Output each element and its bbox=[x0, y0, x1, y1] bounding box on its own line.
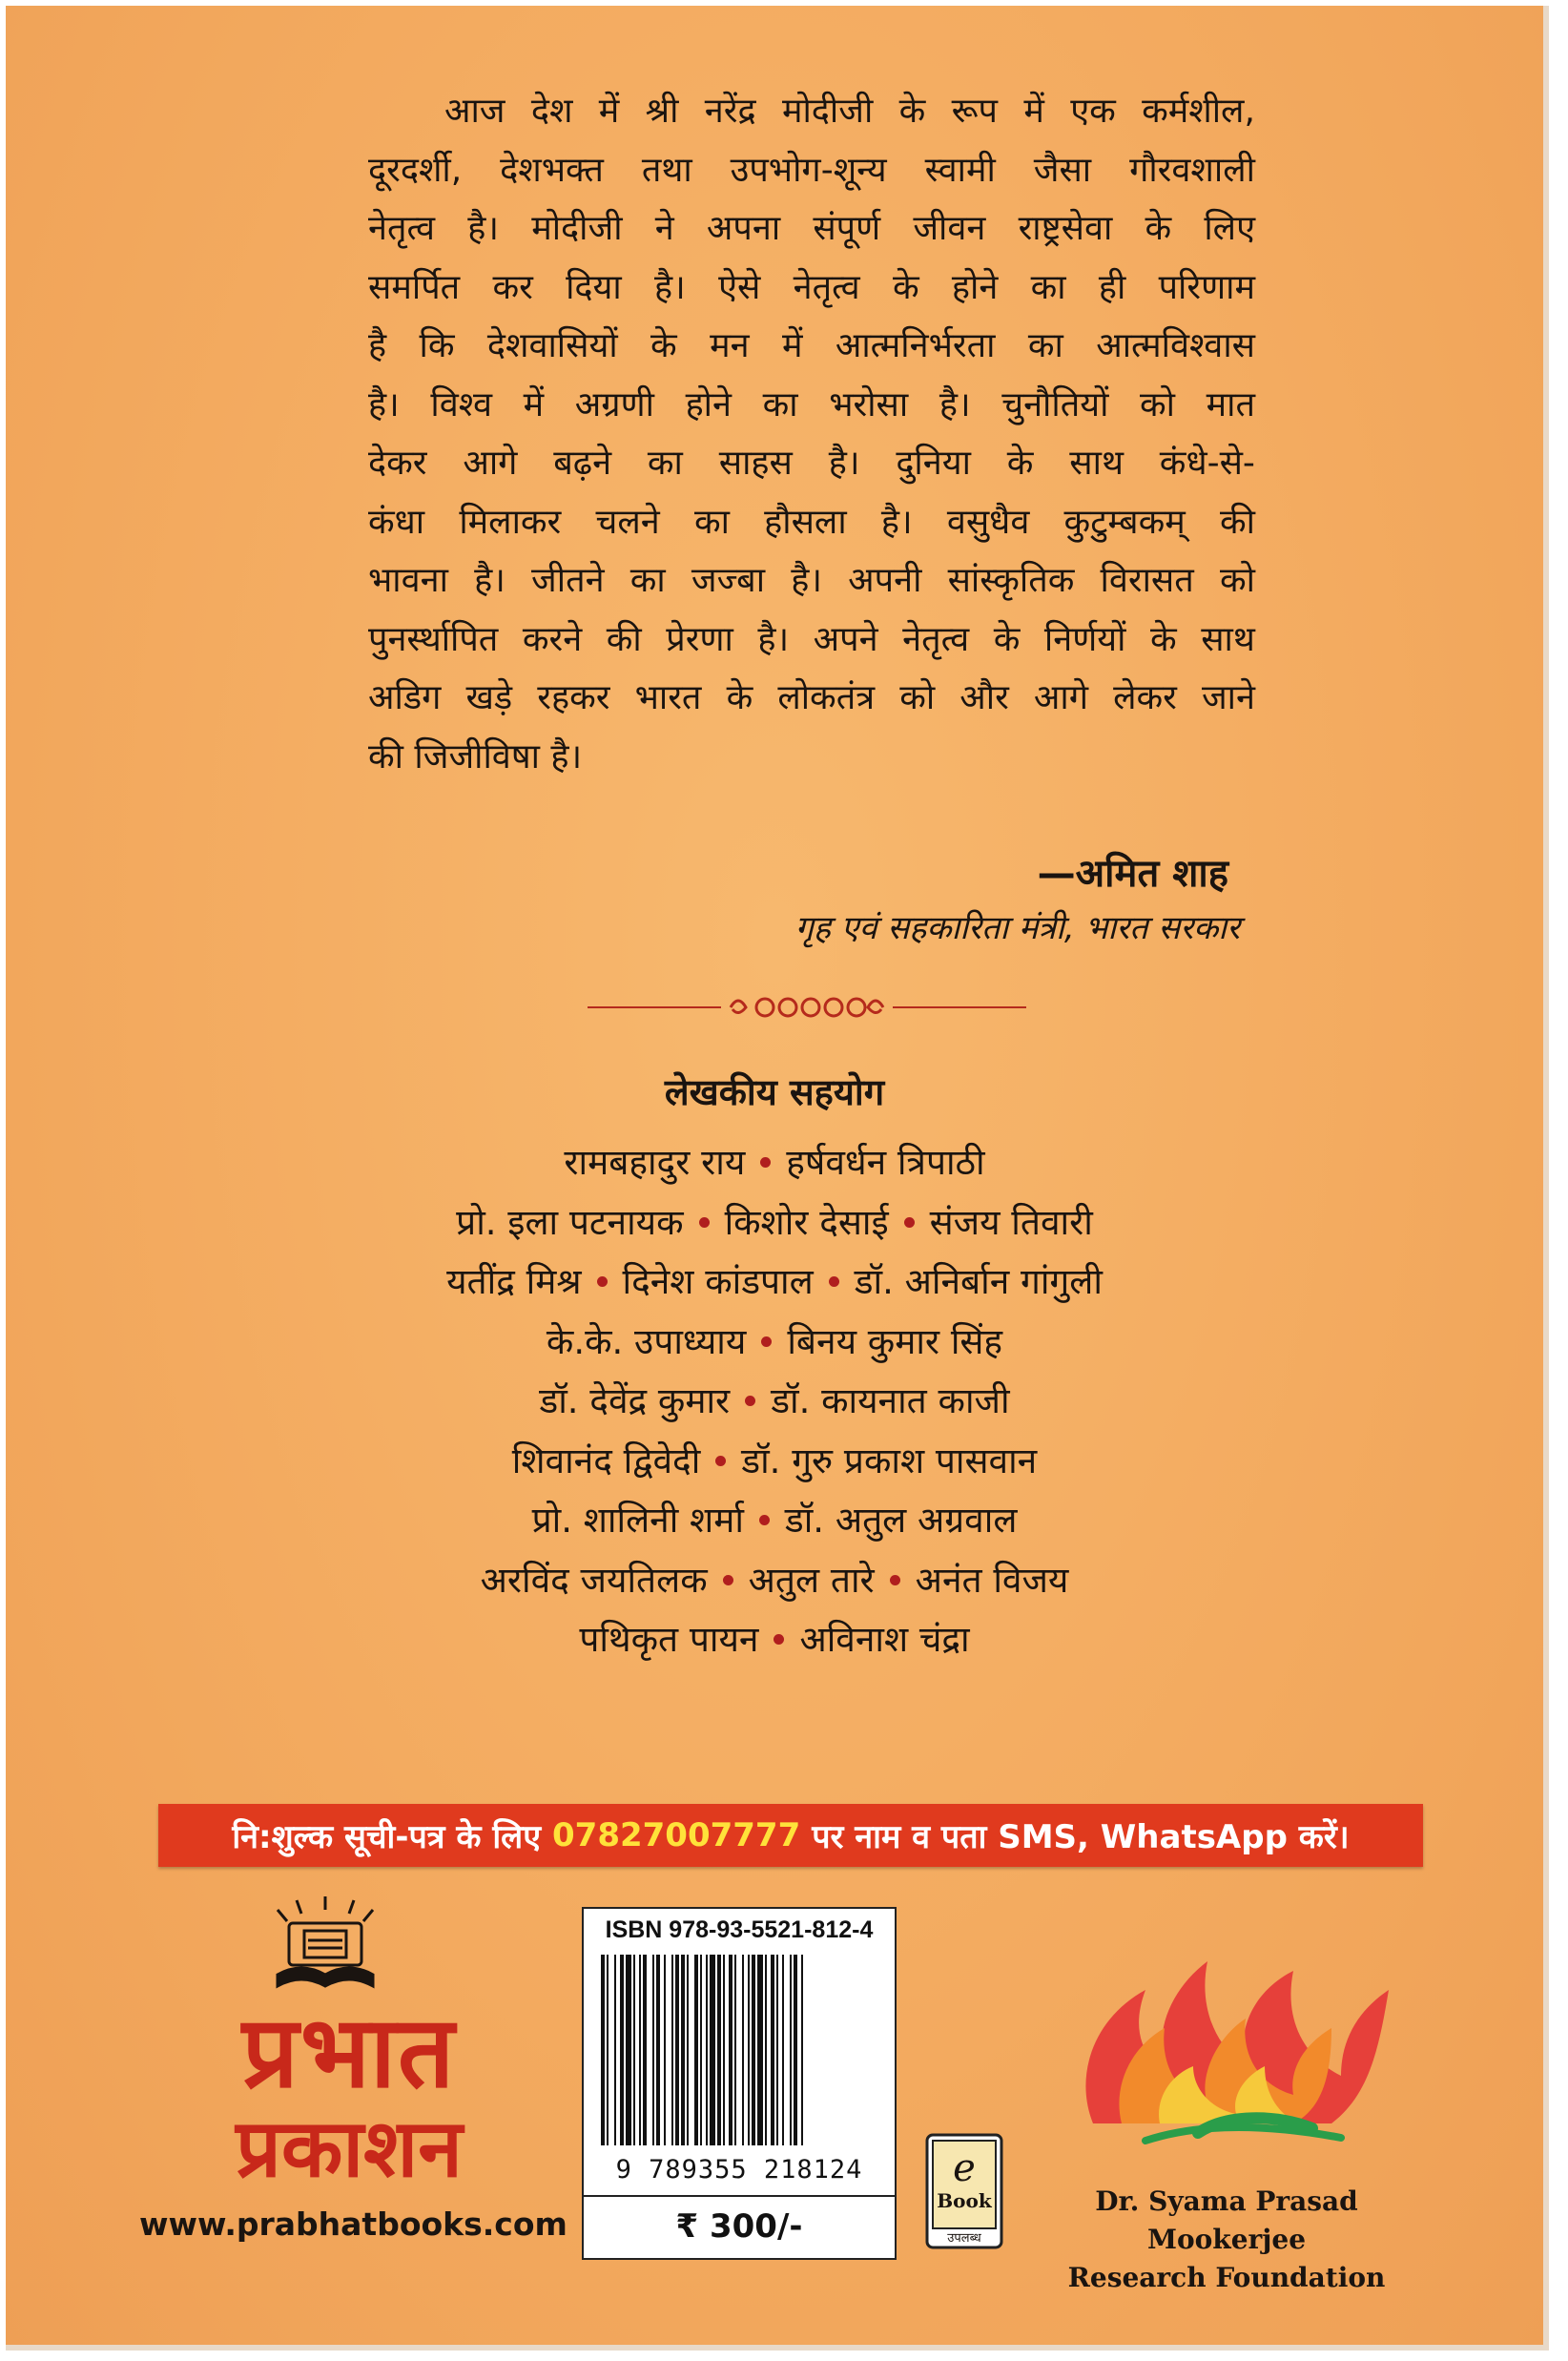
barcode-icon bbox=[597, 1955, 883, 2145]
contributor-name: डॉ. गुरु प्रकाश पासवान bbox=[741, 1439, 1038, 1481]
contributor-row bbox=[6, 1133, 1543, 1193]
barcode-block bbox=[582, 1907, 897, 2260]
blurb-line: है। विश्व में अग्रणी होने का भरोसा है। चुनौतियों को मात bbox=[368, 384, 1255, 425]
bullet-separator bbox=[699, 1217, 710, 1228]
blurb-line: कंधा मिलाकर चलने का हौसला है। वसुधैव कुटुम्बकम् की bbox=[368, 502, 1255, 542]
barcode-bar bbox=[801, 1955, 803, 2145]
open-book-sun-icon bbox=[268, 1893, 382, 1998]
blurb-line: आज देश में श्री नरेंद्र मोदीजी के रूप में एक कर्मशील, bbox=[444, 92, 1255, 131]
bullet-separator bbox=[723, 1575, 733, 1585]
blurb-line: भावना है। जीतने का जज्बा है। अपनी सांस्कृतिक विरासत को bbox=[368, 561, 1255, 600]
contributor-name: प्रो. इला पटनायक bbox=[456, 1201, 684, 1243]
contributor-name: अतुल तारे bbox=[748, 1559, 875, 1601]
contributor-name: हर्षवर्धन त्रिपाठी bbox=[786, 1142, 985, 1183]
bullet-separator bbox=[829, 1276, 839, 1287]
foundation-flame-logo bbox=[1055, 1933, 1398, 2152]
barcode-bar bbox=[601, 1955, 605, 2145]
blurb-line: की जिजीविषा है। bbox=[368, 736, 583, 777]
contributors-heading: लेखकीय सहयोग bbox=[664, 1071, 885, 1113]
barcode-bar bbox=[656, 1955, 660, 2145]
barcode-bar bbox=[706, 1955, 708, 2145]
book-back-cover bbox=[6, 6, 1549, 2351]
blurb-line: नेतृत्व है। मोदीजी ने अपना संपूर्ण जीवन राष्ट्रसेवा के लिए bbox=[368, 209, 1255, 248]
barcode-bar bbox=[771, 1955, 774, 2145]
barcode-bar bbox=[748, 1955, 750, 2145]
foundation-name bbox=[1017, 2183, 1436, 2297]
publisher-name-line2: प्रकाशन bbox=[236, 2102, 463, 2195]
barcode-bar bbox=[626, 1955, 631, 2145]
contributor-name: दिनेश कांडपाल bbox=[622, 1261, 814, 1302]
contributor-row bbox=[6, 1253, 1543, 1313]
barcode-bar bbox=[794, 1955, 797, 2145]
catalogue-promo-bar bbox=[158, 1804, 1423, 1867]
barcode-bar bbox=[734, 1955, 736, 2145]
barcode-bar bbox=[700, 1955, 702, 2145]
contributor-name: डॉ. अतुल अग्रवाल bbox=[784, 1500, 1018, 1541]
price-label: ₹ 300/- bbox=[584, 2195, 895, 2260]
barcode-bar bbox=[694, 1955, 698, 2145]
barcode-bar bbox=[776, 1955, 778, 2145]
contributor-name: डॉ. देवेंद्र कुमार bbox=[539, 1380, 731, 1421]
bullet-separator bbox=[760, 1157, 771, 1168]
bullet-separator bbox=[759, 1515, 770, 1525]
blurb-line: है कि देशवासियों के मन में आत्मनिर्भरता का आत्मविश्वास bbox=[368, 326, 1255, 365]
isbn-label: ISBN 978-93-5521-812-4 bbox=[605, 1916, 874, 1943]
barcode-bar bbox=[723, 1955, 725, 2145]
contributor-name: डॉ. अनिर्बान गांगुली bbox=[854, 1261, 1103, 1302]
contributor-row bbox=[6, 1372, 1543, 1432]
contributor-name: अनंत विजय bbox=[915, 1559, 1069, 1601]
bullet-separator bbox=[715, 1456, 726, 1466]
contributor-row bbox=[6, 1432, 1543, 1492]
bullet-separator bbox=[745, 1396, 755, 1406]
barcode-bar bbox=[643, 1955, 647, 2145]
contributor-name: प्रो. शालिनी शर्मा bbox=[531, 1500, 744, 1541]
barcode-bar bbox=[614, 1955, 616, 2145]
barcode-bar bbox=[742, 1955, 744, 2145]
bullet-separator bbox=[597, 1276, 608, 1287]
promo-text-after: पर नाम व पता SMS, WhatsApp करें। bbox=[812, 1818, 1350, 1856]
barcode-bar bbox=[687, 1955, 689, 2145]
contributor-name: के.के. उपाध्याय bbox=[546, 1320, 747, 1362]
blurb-line: दूरदर्शी, देशभक्त तथा उपभोग-शून्य स्वामी जैसा गौरवशाली bbox=[368, 150, 1255, 190]
contributor-name: यतींद्र मिश्र bbox=[446, 1261, 582, 1302]
barcode-bar bbox=[782, 1955, 784, 2145]
bullet-separator bbox=[761, 1336, 772, 1347]
barcode-bar bbox=[675, 1955, 679, 2145]
publisher-name-line1: प्रभात bbox=[241, 1994, 457, 2110]
contributor-name: संजय तिवारी bbox=[929, 1201, 1093, 1243]
barcode-bar bbox=[620, 1955, 624, 2145]
ebook-available-icon bbox=[923, 2131, 1009, 2255]
contributor-name: डॉ. कायनात काजी bbox=[771, 1380, 1010, 1421]
blurb-line: अडिग खड़े रहकर भारत के लोकतंत्र को और आगे लेकर जाने bbox=[368, 678, 1255, 717]
contributor-name: किशोर देसाई bbox=[724, 1201, 889, 1243]
contributor-name: अविनाश चंद्रा bbox=[799, 1619, 970, 1660]
ornament-divider bbox=[588, 988, 1026, 1026]
barcode-bar bbox=[757, 1955, 763, 2145]
contributor-row bbox=[6, 1491, 1543, 1551]
promo-text-before: नि:शुल्क सूची-पत्र के लिए bbox=[232, 1818, 542, 1856]
quote-blurb bbox=[368, 82, 1255, 786]
blurb-line: देकर आगे बढ़ने का साहस है। दुनिया के साथ कंधे-से- bbox=[368, 444, 1255, 483]
contributor-row bbox=[6, 1551, 1543, 1611]
contributors-list bbox=[6, 1133, 1543, 1670]
quote-author-role: गृह एवं सहकारिता मंत्री, भारत सरकार bbox=[794, 909, 1240, 947]
barcode-digits: 9 789355 218124 bbox=[615, 2155, 863, 2185]
barcode-bar bbox=[729, 1955, 732, 2145]
bullet-separator bbox=[890, 1575, 900, 1585]
blurb-line: समर्पित कर दिया है। ऐसे नेतृत्व के होने का ही परिणाम bbox=[368, 267, 1255, 307]
foundation-name-line1: Dr. Syama Prasad Mookerjee bbox=[1095, 2185, 1358, 2255]
blurb-line: पुनर्स्थापित करने की प्रेरणा है। अपने नेतृत्व के निर्णयों के साथ bbox=[368, 619, 1255, 659]
barcode-bar bbox=[652, 1955, 654, 2145]
contributor-row bbox=[6, 1313, 1543, 1373]
ebook-available-label: उपलब्ध bbox=[947, 2231, 981, 2246]
barcode-bar bbox=[671, 1955, 673, 2145]
barcode-bar bbox=[664, 1955, 666, 2145]
contributor-name: शिवानंद द्विवेदी bbox=[511, 1439, 701, 1481]
quote-author: —अमित शाह bbox=[1037, 852, 1228, 896]
barcode-bar bbox=[790, 1955, 792, 2145]
barcode-bar bbox=[607, 1955, 609, 2145]
foundation-name-line2: Research Foundation bbox=[1067, 2262, 1386, 2293]
contributor-row bbox=[6, 1610, 1543, 1670]
contributor-name: रामबहादुर राय bbox=[564, 1142, 746, 1183]
contributor-name: पथिकृत पायन bbox=[579, 1619, 759, 1660]
barcode-bar bbox=[752, 1955, 755, 2145]
publisher-url: www.prabhatbooks.com bbox=[139, 2206, 567, 2243]
barcode-bar bbox=[633, 1955, 635, 2145]
ebook-label: Book bbox=[937, 2189, 992, 2212]
barcode-bar bbox=[710, 1955, 715, 2145]
barcode-bar bbox=[639, 1955, 641, 2145]
bullet-separator bbox=[774, 1634, 784, 1645]
barcode-bar bbox=[717, 1955, 721, 2145]
barcode-bar bbox=[681, 1955, 685, 2145]
contributor-name: बिनय कुमार सिंह bbox=[787, 1320, 1003, 1362]
promo-phone-number: 07827007777 bbox=[552, 1816, 801, 1854]
contributor-row bbox=[6, 1193, 1543, 1253]
contributor-name: अरविंद जयतिलक bbox=[480, 1559, 708, 1601]
ebook-letter: e bbox=[953, 2146, 976, 2190]
barcode-bar bbox=[765, 1955, 767, 2145]
bullet-separator bbox=[904, 1217, 915, 1228]
